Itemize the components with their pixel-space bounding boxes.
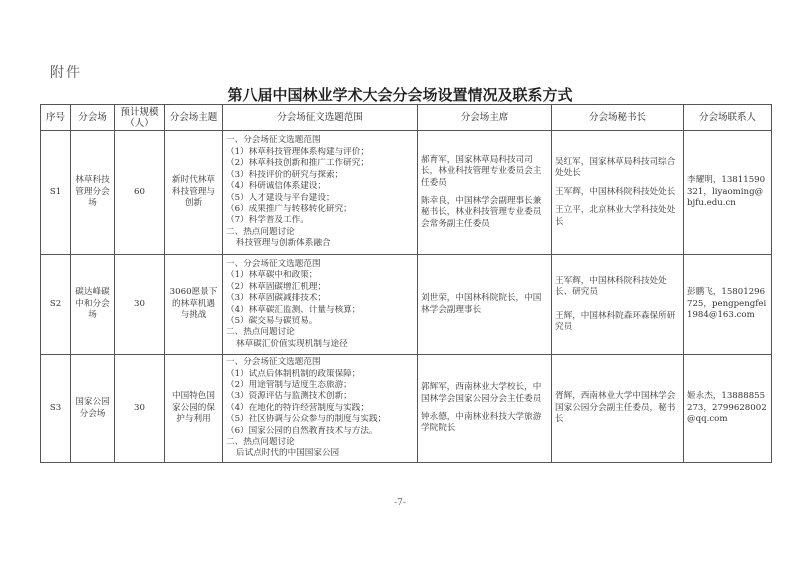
cell-contact: 彭鹏飞，15801296725，pengpengfei1984@163.com (684, 255, 772, 355)
annex-label: 附件 (50, 65, 82, 81)
range-line: 一、分会场征文选题范围 (226, 258, 321, 269)
secretary-entry: 吴红军，国家林草局科技司综合处处长 (555, 156, 676, 179)
range-line: 二、热点问题讨论 (226, 226, 295, 237)
range-line: 一、分会场征文选题范围 (226, 357, 321, 368)
cell-venue: 碳达峰碳中和分会场 (71, 255, 115, 355)
cell-secretary (552, 355, 684, 463)
cell-scale: 60 (115, 131, 165, 255)
range-line: （2）林草固碳增汇机理； (226, 281, 326, 292)
range-line: （1）试点后体制机制的政策保障； (226, 368, 361, 379)
cell-chair (418, 355, 552, 463)
range-line: （4）在地化的特许经营制度与实践； (226, 402, 369, 413)
secretary-entry: 王军辉，中国林科院科技处处长、研究员 (555, 275, 667, 298)
header-scale: 预计规模（人） (115, 105, 165, 131)
cell-contact: 李耀明，13811590321，liyaoming@bjfu.edu.cn (684, 131, 772, 255)
cell-contact: 姬永杰，13888855273，2799628002@qq.com (684, 355, 772, 463)
table-row (41, 131, 772, 255)
venue-table (40, 104, 772, 463)
chair-entry: 钟永德，中南林业科技大学旅游学院院长 (421, 412, 542, 434)
table-row (41, 255, 772, 355)
range-line: （6）国家公园的自然教育技术与方法。 (226, 425, 378, 436)
table-header-row (41, 105, 772, 131)
cell-range (223, 355, 418, 463)
range-line: （4）科研诚信体系建设； (226, 181, 326, 192)
chair-entry: 郭辉军，西南林业大学校长，中国林学会国家公园分会主任委员 (421, 382, 542, 404)
range-line: （4）林草碳汇监测、计量与核算； (226, 304, 361, 315)
header-theme: 分会场主题 (165, 105, 223, 131)
table-row (41, 355, 772, 463)
range-line: 后试点时代的中国国家公园 (236, 448, 340, 459)
secretary-entry: 王军辉，中国林科院科技处处长 (555, 186, 676, 197)
range-line: （6）成果推广与转移转化研究； (226, 203, 352, 214)
range-line: （1）林草碳中和政策； (226, 270, 318, 281)
range-line: 一、分会场征文选题范围 (226, 135, 321, 146)
header-no: 序号 (41, 105, 71, 131)
cell-no: S2 (41, 255, 71, 355)
cell-secretary (552, 255, 684, 355)
chair-entry: 陈幸良，中国林学会副理事长兼秘书长，林业科技管理专业委员会常务副主任委员 (421, 196, 542, 229)
range-line: 科技管理与创新体系融合 (236, 238, 331, 249)
cell-range (223, 131, 418, 255)
cell-scale: 30 (115, 255, 165, 355)
range-line: （3）林草固碳减排技术； (226, 293, 326, 304)
range-line: 二、热点问题讨论 (226, 327, 295, 338)
cell-secretary (552, 131, 684, 255)
cell-range (223, 255, 418, 355)
range-line: （7）科学普及工作。 (226, 215, 309, 226)
cell-theme: 中国特色国家公园的保护与利用 (165, 355, 223, 463)
range-line: （3）科技评价的研究与探索； (226, 169, 344, 180)
range-line: （2）用途管制与适度生态旅游； (226, 379, 352, 390)
header-chair: 分会场主席 (418, 105, 552, 131)
page-number: -7- (394, 498, 406, 508)
cell-chair (418, 131, 552, 255)
secretary-entry: 王辉，中国林科院森环森保所研究员 (555, 310, 676, 332)
cell-theme: 新时代林草科技管理与创新 (165, 131, 223, 255)
document-title: 第八届中国林业学术大会分会场设置情况及联系方式 (227, 86, 573, 104)
range-line: （2）林草科技创新和推广工作研究； (226, 158, 369, 169)
range-line: 林草碳汇价值实现机制与途径 (236, 338, 348, 349)
cell-no: S1 (41, 131, 71, 255)
header-venue: 分会场 (71, 105, 115, 131)
cell-theme: 3060愿景下的林草机遇与挑战 (165, 255, 223, 355)
header-range: 分会场征文选题范围 (223, 105, 418, 131)
chair-entry: 郝育军，国家林草局科技司司长，林业科技管理专业委员会主任委员 (421, 154, 542, 188)
header-secretary: 分会场秘书长 (552, 105, 684, 131)
range-line: （3）资源评估与监测技术创新； (226, 391, 352, 402)
range-line: 二、热点问题讨论 (226, 437, 295, 448)
range-line: （5）碳交易与碳贸易。 (226, 315, 318, 326)
chair-entry: 刘世荣，中国林科院院长，中国林学会副理事长 (421, 293, 542, 315)
range-line: （5）人才建设与平台建设； (226, 192, 335, 203)
range-line: （5）社区协调与公众参与的制度与实践； (226, 414, 387, 425)
secretary-entry: 王立平，北京林业大学科技处处长 (555, 205, 676, 227)
cell-scale: 30 (115, 355, 165, 463)
cell-chair (418, 255, 552, 355)
cell-venue: 林草科技管理分会场 (71, 131, 115, 255)
secretary-entry: 胥辉，西南林业大学中国林学会国家公园分会副主任委员，秘书长 (555, 391, 676, 425)
range-line: （1）林草科技管理体系构建与评价； (226, 146, 369, 157)
cell-venue: 国家公园分会场 (71, 355, 115, 463)
cell-no: S3 (41, 355, 71, 463)
header-contact: 分会场联系人 (684, 105, 772, 131)
